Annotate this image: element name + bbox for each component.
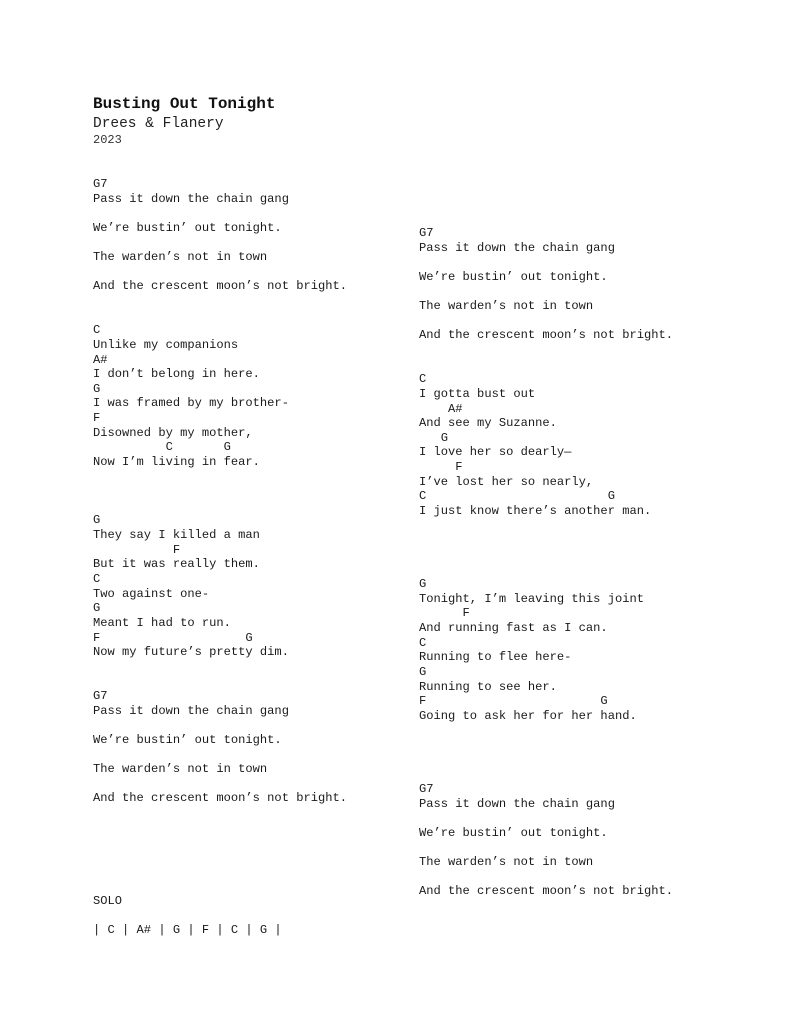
chord-line: G7 (93, 689, 108, 704)
song-year: 2023 (93, 133, 122, 147)
chord-line: G (93, 601, 101, 616)
lyric-line: I was framed by my brother- (93, 396, 289, 411)
lyric-line: Unlike my companions (93, 337, 239, 352)
chord-line: F (419, 460, 463, 475)
lyric-line: I don’t belong in here. (93, 367, 260, 382)
lyric-line: The warden’s not in town (419, 855, 594, 870)
lyric-line: We’re bustin’ out tonight. (93, 220, 282, 235)
chord-line: G7 (419, 781, 434, 796)
chord-line: G (93, 381, 101, 396)
chord-line: A# (93, 352, 108, 367)
chord-line: G7 (419, 226, 434, 240)
lyric-line: I gotta bust out (419, 386, 536, 401)
lyric-line: And running fast as I can. (419, 621, 608, 635)
lyric-line: I’ve lost her so nearly, (419, 474, 594, 489)
chord-line: C G (419, 489, 615, 504)
lyric-line: I love her so dearly— (419, 445, 572, 460)
chord-line: G (93, 513, 101, 528)
chord-line: A# (419, 401, 463, 416)
lyric-line: And the crescent moon’s not bright. (419, 884, 674, 899)
chord-line: F (419, 606, 470, 621)
lyric-line: Tonight, I’m leaving this joint (419, 591, 644, 606)
lyric-line: Pass it down the chain gang (93, 191, 289, 206)
chord-line: | C | A# | G | F | C | G | (93, 923, 282, 938)
chord-line: F (93, 542, 181, 557)
lyric-line: We’re bustin’ out tonight. (419, 269, 608, 284)
lyric-line: And see my Suzanne. (419, 416, 557, 431)
chord-line: C G (93, 440, 231, 455)
song-title: Busting Out Tonight (93, 95, 276, 113)
lyric-line: Running to flee here- (419, 650, 572, 665)
lyric-line: Now my future’s pretty dim. (93, 645, 289, 660)
lyric-line: Running to see her. (419, 679, 557, 694)
lyric-line: We’re bustin’ out tonight. (93, 732, 282, 747)
lyric-line: SOLO (93, 893, 123, 908)
lyric-line: But it was really them. (93, 557, 260, 572)
lyric-line: And the crescent moon’s not bright. (93, 279, 348, 294)
lyric-line: The warden’s not in town (419, 299, 594, 314)
lyric-line: Two against one- (93, 586, 210, 601)
lyric-line: I just know there’s another man. (419, 503, 652, 518)
chord-line: C (419, 372, 427, 387)
chord-line: C (93, 323, 101, 338)
lyric-line: Meant I had to run. (93, 615, 231, 630)
chord-line: F (93, 411, 101, 426)
lyric-line: Pass it down the chain gang (93, 703, 289, 718)
lyric-line: And the crescent moon’s not bright. (93, 791, 348, 806)
lyric-line: And the crescent moon’s not bright. (419, 328, 674, 343)
song-artist: Drees & Flanery (93, 116, 224, 132)
chord-line: G7 (93, 177, 108, 191)
chord-line: F G (419, 694, 608, 709)
chord-line: F G (93, 630, 253, 645)
chord-line: G (419, 430, 449, 445)
lyric-line: Pass it down the chain gang (419, 796, 615, 811)
chord-line: C (93, 572, 101, 586)
lyric-line: Pass it down the chain gang (419, 240, 615, 255)
chord-line: G (419, 577, 427, 592)
lyric-line: We’re bustin’ out tonight. (419, 825, 608, 840)
chord-line: G (419, 664, 427, 679)
lyric-line: Disowned by my mother, (93, 425, 253, 440)
lyric-line: They say I killed a man (93, 528, 260, 543)
lyric-line: Now I’m living in fear. (93, 454, 260, 469)
lyric-line: The warden’s not in town (93, 762, 268, 777)
lyric-line: Going to ask her for her hand. (419, 708, 637, 723)
lyric-line: The warden’s not in town (93, 250, 268, 265)
chord-line: C (419, 635, 427, 650)
